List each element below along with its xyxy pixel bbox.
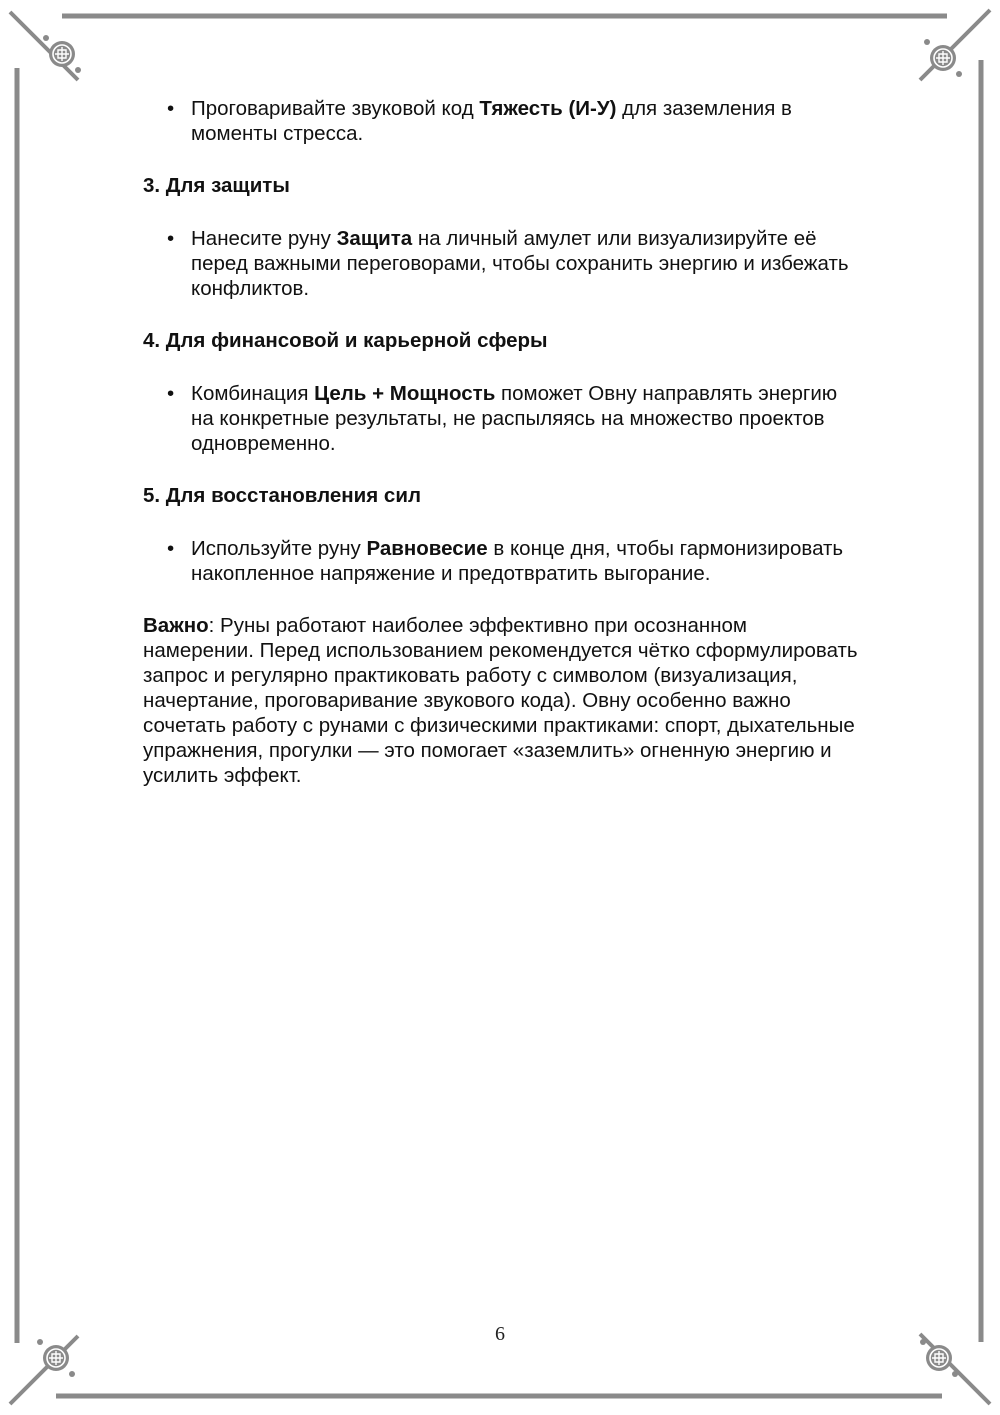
bullet-text-pre: Используйте руну bbox=[191, 537, 367, 560]
bullet-dot: • bbox=[167, 382, 175, 405]
bullet-text-bold: Защита bbox=[336, 227, 413, 250]
section-heading: 3. Для защиты bbox=[143, 174, 290, 197]
bullet-dot: • bbox=[167, 97, 175, 120]
bullet-text-pre: Проговаривайте звуковой код bbox=[191, 97, 480, 120]
bullet-text-post: на личный амулет или визуализируйте её перед важными переговорами, чтобы сохранить энергию и избежать конфликтов. bbox=[191, 227, 849, 300]
bullet-item bbox=[143, 226, 863, 301]
bullet-item bbox=[143, 381, 863, 456]
bullet-text-bold: Равновесие bbox=[366, 537, 488, 560]
bullet-item bbox=[143, 536, 863, 586]
page-content bbox=[143, 96, 863, 788]
bullet-text-post: для заземления в моменты стресса. bbox=[191, 97, 792, 145]
bullet-item bbox=[143, 96, 863, 146]
page-number: 6 bbox=[495, 1323, 505, 1345]
section-heading: 4. Для финансовой и карьерной сферы bbox=[143, 329, 548, 352]
bullet-text-pre: Комбинация bbox=[191, 382, 315, 405]
bullet-text-pre: Нанесите руну bbox=[191, 227, 337, 250]
bullet-dot: • bbox=[167, 537, 175, 560]
note-text: : Руны работают наиболее эффективно при осознанном намерении. Перед использованием рекомендуется чётко сформулировать запрос и регулярно практиковать работу с символом (визуализация, начертание, проговаривание звукового кода). Овну особенно важно сочетать работу с рунами с физическими практиками: спорт, дыхательные упражнения, прогулки — это помогает «заземлить» огненную энергию и усилить эффект. bbox=[143, 614, 858, 787]
bullet-dot: • bbox=[167, 227, 175, 250]
bullet-text-post: поможет Овну направлять энергию на конкретные результаты, не распыляясь на множество проектов одновременно. bbox=[191, 382, 838, 455]
section-heading: 5. Для восстановления сил bbox=[143, 484, 421, 507]
bullet-text-bold: Цель + Мощность bbox=[314, 382, 496, 405]
bullet-text-bold: Тяжесть (И-У) bbox=[479, 97, 617, 120]
note-label: Важно bbox=[143, 614, 209, 637]
bullet-text-post: в конце дня, чтобы гармонизировать накопленное напряжение и предотвратить выгорание. bbox=[191, 537, 844, 585]
important-note bbox=[143, 613, 863, 788]
